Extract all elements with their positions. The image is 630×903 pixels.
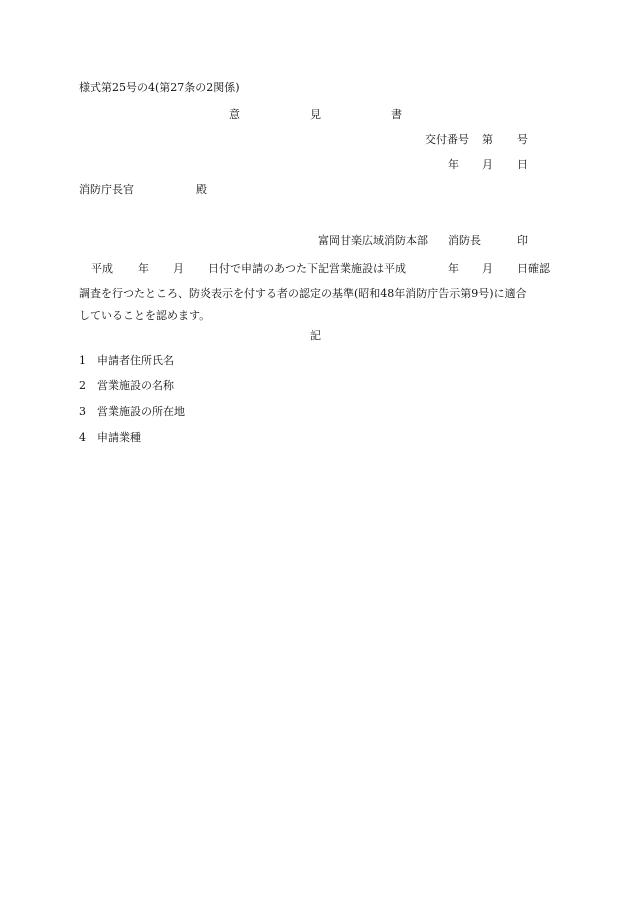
issue-number-label: 交付番号 xyxy=(425,133,469,146)
date-year: 年 xyxy=(448,158,459,171)
date-month: 月 xyxy=(482,158,493,171)
body-line-3: していることを認めます。 xyxy=(79,309,211,322)
body-year-2: 年 xyxy=(448,262,459,275)
item-number: 4 xyxy=(79,431,86,444)
issue-number-go: 号 xyxy=(517,133,528,146)
item-label: 申請業種 xyxy=(97,431,141,444)
body-text: 日付で申請のあつた下記営業施設は平成 xyxy=(208,262,406,275)
addressee-honorific: 殿 xyxy=(196,183,207,196)
item-label: 営業施設の所在地 xyxy=(97,405,185,418)
addressee-name: 消防庁長官 xyxy=(79,183,134,196)
date-day: 日 xyxy=(517,158,528,171)
body-tail: 日確認 xyxy=(517,262,550,275)
body-heisei: 平成 xyxy=(91,262,113,275)
body-line-2: 調査を行つたところ、防炎表示を付する者の認定の基準(昭和48年消防庁告示第9号)に適合 xyxy=(79,287,527,300)
item-number: 2 xyxy=(79,379,86,392)
body-month: 月 xyxy=(173,262,184,275)
item-number: 1 xyxy=(79,354,86,367)
title-char-1: 意 xyxy=(229,108,240,121)
sender-position: 消防長 xyxy=(448,234,481,247)
item-label: 営業施設の名称 xyxy=(97,379,174,392)
list-item xyxy=(79,431,141,445)
title-char-3: 書 xyxy=(391,108,402,121)
ki-heading: 記 xyxy=(310,329,321,342)
body-year: 年 xyxy=(138,262,149,275)
sender-seal: 印 xyxy=(517,234,528,247)
item-number: 3 xyxy=(79,405,86,418)
body-month-2: 月 xyxy=(482,262,493,275)
sender-org: 富岡甘楽広域消防本部 xyxy=(318,234,428,247)
item-label: 申請者住所氏名 xyxy=(97,354,174,367)
list-item xyxy=(79,379,174,393)
form-number: 様式第25号の4(第27条の2関係) xyxy=(79,81,240,94)
title-char-2: 見 xyxy=(310,108,321,121)
list-item xyxy=(79,354,174,368)
list-item xyxy=(79,405,185,419)
issue-number-dai: 第 xyxy=(482,133,493,146)
